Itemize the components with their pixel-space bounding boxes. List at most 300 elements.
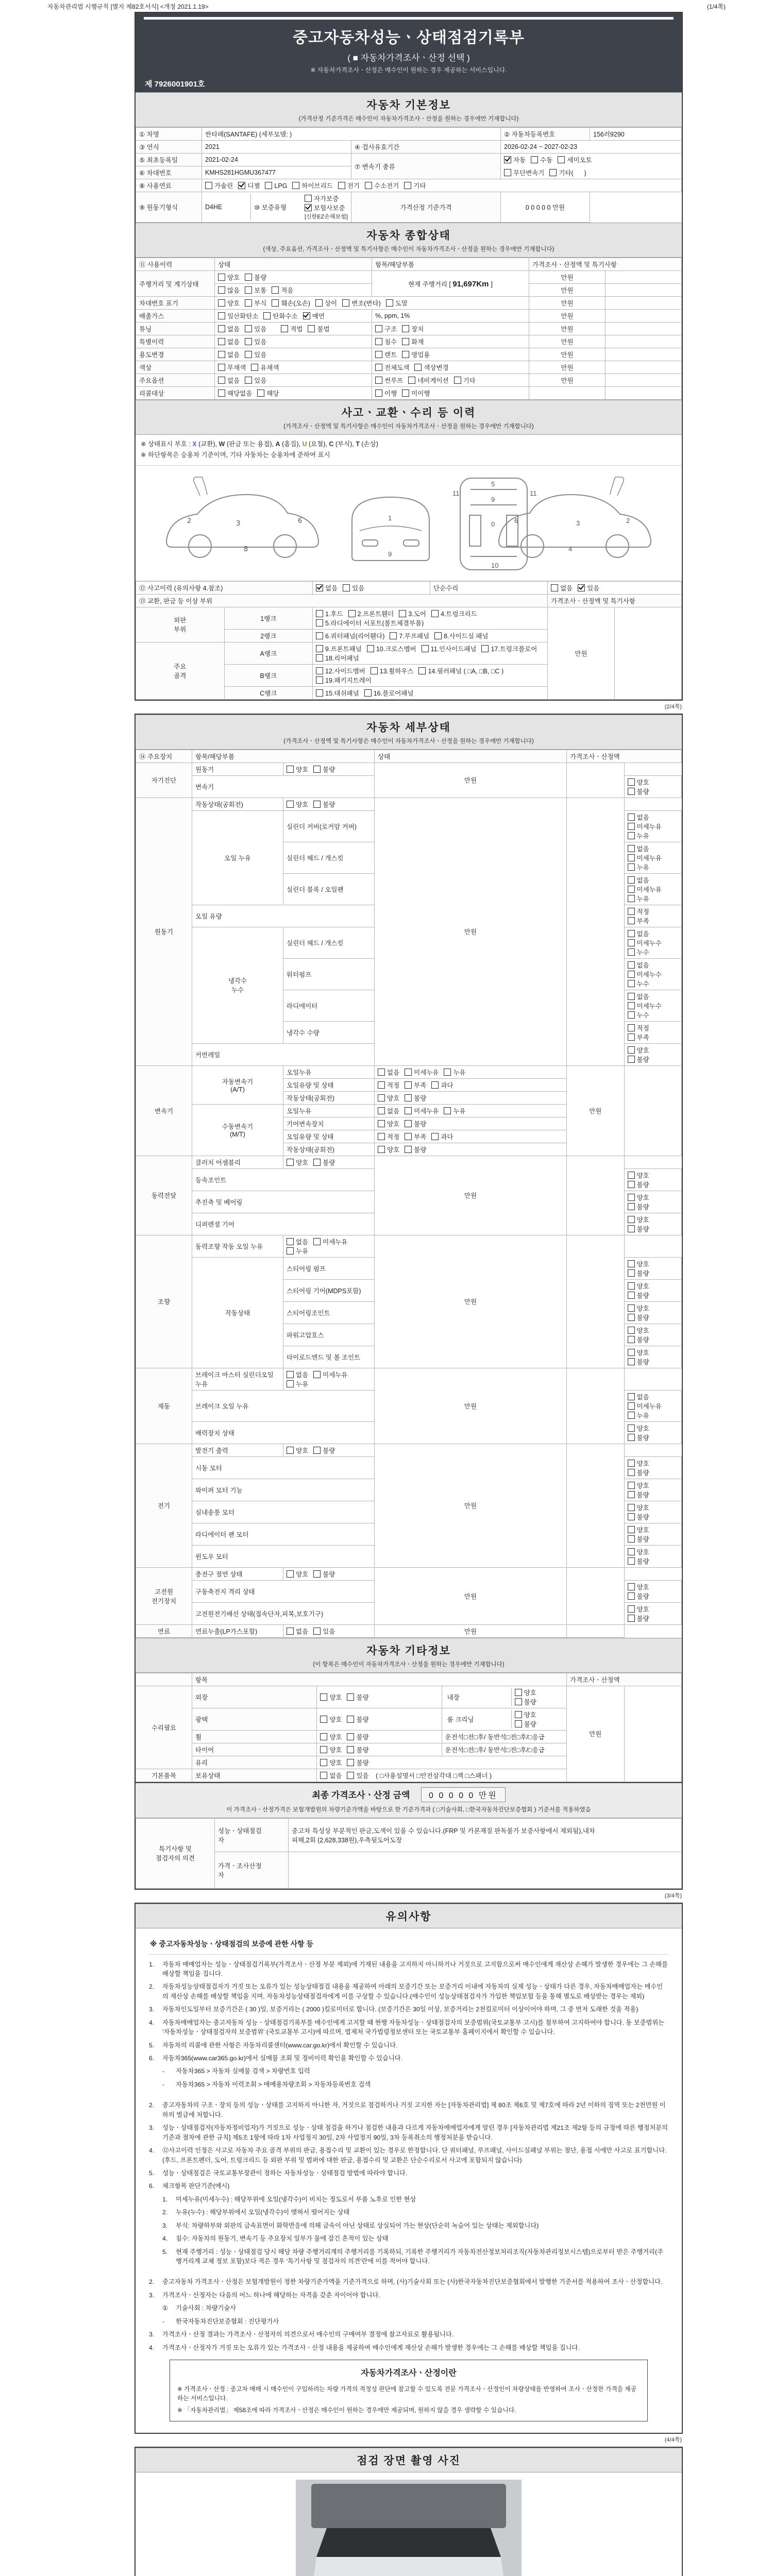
checkbox-option[interactable]: 하이브리드 [292,181,332,190]
checkbox-option[interactable]: 불량 [405,1119,426,1128]
checkbox-option[interactable]: 양호 [628,1423,649,1433]
unchecked-checkbox-icon[interactable] [628,854,635,861]
checkbox-option[interactable]: 부족 [628,916,649,925]
unchecked-checkbox-icon[interactable] [628,993,635,1000]
unchecked-checkbox-icon[interactable] [549,169,557,176]
checkbox-option[interactable]: 없음 [218,350,240,359]
unchecked-checkbox-icon[interactable] [628,1314,635,1321]
checkbox-option[interactable]: 보통 [245,285,266,295]
checkbox-option[interactable]: 없음 [628,875,649,885]
unchecked-checkbox-icon[interactable] [408,377,415,384]
checkbox-option[interactable]: 수소전기 [365,181,399,190]
unchecked-checkbox-icon[interactable] [348,610,356,617]
checkbox-option[interactable]: 없음 [218,337,240,346]
checkbox-option[interactable]: 없음 [628,992,649,1001]
checkbox-option[interactable]: 부족 [405,1080,426,1090]
unchecked-checkbox-icon[interactable] [375,377,382,384]
checkbox-option[interactable]: 없음 [218,324,240,333]
unchecked-checkbox-icon[interactable] [628,1526,635,1533]
checkbox-option[interactable]: 부족 [405,1132,426,1141]
unchecked-checkbox-icon[interactable] [628,939,635,946]
unchecked-checkbox-icon[interactable] [444,1107,451,1114]
checkbox-option[interactable]: 양호 [287,800,308,809]
unchecked-checkbox-icon[interactable] [281,325,288,332]
unchecked-checkbox-icon[interactable] [245,325,252,332]
checkbox-option[interactable]: 도말 [386,298,408,308]
checkbox-option[interactable]: 있음 [245,376,266,385]
checkbox-option[interactable]: 양호 [628,777,649,787]
checkbox-option[interactable]: 누유 [628,831,649,840]
unchecked-checkbox-icon[interactable] [320,1746,327,1753]
checkbox-option[interactable]: 불량 [347,1715,368,1724]
unchecked-checkbox-icon[interactable] [343,584,350,591]
unchecked-checkbox-icon[interactable] [313,1628,321,1635]
unchecked-checkbox-icon[interactable] [375,364,382,371]
checkbox-option[interactable]: 적정 [628,1023,649,1032]
unchecked-checkbox-icon[interactable] [628,1292,635,1299]
checkbox-option[interactable]: 없음 [287,1237,308,1246]
checkbox-option[interactable]: 적법 [281,324,303,333]
unchecked-checkbox-icon[interactable] [628,971,635,978]
unchecked-checkbox-icon[interactable] [628,1349,635,1356]
unchecked-checkbox-icon[interactable] [628,1304,635,1312]
checkbox-option[interactable]: 양호 [287,765,308,774]
unchecked-checkbox-icon[interactable] [628,1592,635,1600]
checkbox-option[interactable]: 불량 [628,1512,649,1521]
unchecked-checkbox-icon[interactable] [287,1628,294,1635]
checkbox-option[interactable]: 자가보증 [305,194,339,203]
checkbox-option[interactable]: 양호 [628,1326,649,1335]
unchecked-checkbox-icon[interactable] [320,1733,327,1740]
unchecked-checkbox-icon[interactable] [431,1081,439,1089]
checkbox-option[interactable]: 양호 [628,1281,649,1291]
checkbox-option[interactable]: 불량 [347,1745,368,1754]
unchecked-checkbox-icon[interactable] [628,961,635,969]
checkbox-option[interactable]: 양호 [287,1446,308,1455]
unchecked-checkbox-icon[interactable] [218,338,225,345]
checkbox-option[interactable]: 없음 [628,929,649,938]
unchecked-checkbox-icon[interactable] [628,1269,635,1277]
checkbox-option[interactable]: 12.사이드멤버 [316,666,365,675]
checkbox-option[interactable]: 양호 [287,1158,308,1167]
unchecked-checkbox-icon[interactable] [454,377,461,384]
checkbox-option[interactable]: 미세누유 [313,1370,347,1379]
unchecked-checkbox-icon[interactable] [431,610,439,617]
checkbox-option[interactable]: 있음 [578,583,599,592]
checkbox-option[interactable]: 미세누유 [628,822,662,831]
checkbox-option[interactable]: 미세누유 [405,1067,439,1077]
unchecked-checkbox-icon[interactable] [628,832,635,839]
unchecked-checkbox-icon[interactable] [287,766,294,773]
checkbox-option[interactable]: 양호 [320,1745,342,1754]
checkbox-option[interactable]: 누유 [287,1246,308,1256]
unchecked-checkbox-icon[interactable] [316,632,323,639]
unchecked-checkbox-icon[interactable] [313,1238,321,1245]
unchecked-checkbox-icon[interactable] [628,1358,635,1365]
unchecked-checkbox-icon[interactable] [313,801,321,808]
unchecked-checkbox-icon[interactable] [628,778,635,786]
unchecked-checkbox-icon[interactable] [628,1046,635,1054]
checkbox-option[interactable]: 있음 [245,337,266,346]
checkbox-option[interactable]: 불량 [313,1569,335,1579]
checked-checkbox-icon[interactable] [578,584,585,591]
checkbox-option[interactable]: 7.루프패널 [390,631,429,640]
unchecked-checkbox-icon[interactable] [628,930,635,937]
unchecked-checkbox-icon[interactable] [316,645,323,652]
unchecked-checkbox-icon[interactable] [628,1504,635,1511]
checkbox-option[interactable]: 자동 [504,155,526,164]
checkbox-option[interactable]: 적정 [378,1132,399,1141]
checkbox-option[interactable]: 렌트 [375,350,397,359]
unchecked-checkbox-icon[interactable] [628,1583,635,1590]
unchecked-checkbox-icon[interactable] [320,1693,327,1701]
checkbox-option[interactable]: 없음 [287,1370,308,1379]
checkbox-option[interactable]: 미세누수 [628,938,662,947]
unchecked-checkbox-icon[interactable] [628,1469,635,1476]
checkbox-option[interactable]: 양호 [218,273,240,282]
unchecked-checkbox-icon[interactable] [218,389,225,397]
checkbox-option[interactable]: 불량 [628,1224,649,1233]
unchecked-checkbox-icon[interactable] [628,1002,635,1009]
checkbox-option[interactable]: 양호 [515,1710,536,1719]
unchecked-checkbox-icon[interactable] [205,182,212,189]
unchecked-checkbox-icon[interactable] [378,1081,385,1089]
checkbox-option[interactable]: 양호 [628,1303,649,1313]
checkbox-option[interactable]: 세미오토 [558,155,592,164]
unchecked-checkbox-icon[interactable] [320,1772,327,1779]
checkbox-option[interactable]: 불량 [628,1614,649,1623]
checkbox-option[interactable]: 전체도색 [375,363,409,372]
unchecked-checkbox-icon[interactable] [287,1380,294,1387]
checkbox-option[interactable]: 불량 [245,273,266,282]
checked-checkbox-icon[interactable] [316,584,323,591]
checkbox-option[interactable]: 무단변속기 [504,168,544,177]
unchecked-checkbox-icon[interactable] [245,338,252,345]
unchecked-checkbox-icon[interactable] [272,286,279,294]
checkbox-option[interactable]: 양호 [320,1715,342,1724]
checkbox-option[interactable]: 2.프론트휀더 [348,609,394,618]
checkbox-option[interactable]: 부족 [628,1032,649,1042]
checkbox-option[interactable]: 양호 [320,1732,342,1741]
unchecked-checkbox-icon[interactable] [431,1133,439,1140]
unchecked-checkbox-icon[interactable] [378,1146,385,1153]
checkbox-option[interactable]: 불량 [628,1591,649,1601]
checkbox-option[interactable]: 양호 [378,1093,399,1103]
checkbox-option[interactable]: 16.플로어패널 [364,688,414,698]
checkbox-option[interactable]: 유채색 [251,363,279,372]
checkbox-option[interactable]: 양호 [628,1045,649,1055]
checkbox-option[interactable]: 보험사보증 [305,203,345,212]
unchecked-checkbox-icon[interactable] [628,814,635,821]
unchecked-checkbox-icon[interactable] [316,689,323,697]
checkbox-option[interactable]: 불법 [308,324,329,333]
unchecked-checkbox-icon[interactable] [292,182,299,189]
unchecked-checkbox-icon[interactable] [263,312,271,319]
unchecked-checkbox-icon[interactable] [245,274,252,281]
checkbox-option[interactable]: 불량 [405,1145,426,1154]
unchecked-checkbox-icon[interactable] [342,299,349,307]
unchecked-checkbox-icon[interactable] [364,689,372,697]
unchecked-checkbox-icon[interactable] [338,182,345,189]
unchecked-checkbox-icon[interactable] [316,667,323,674]
checkbox-option[interactable]: 적정 [378,1080,399,1090]
checkbox-option[interactable]: 기타 [404,181,426,190]
checkbox-option[interactable]: 없음 [628,960,649,970]
unchecked-checkbox-icon[interactable] [313,1159,321,1166]
unchecked-checkbox-icon[interactable] [316,619,323,626]
checkbox-option[interactable]: 적음 [272,285,293,295]
checkbox-option[interactable]: 해당 [257,388,279,398]
checkbox-option[interactable]: 미세누유 [628,1401,662,1411]
unchecked-checkbox-icon[interactable] [287,1371,294,1378]
checkbox-option[interactable]: 불량 [405,1093,426,1103]
checkbox-option[interactable]: 있음 [245,350,266,359]
checkbox-option[interactable]: 불량 [628,1055,649,1064]
checkbox-option[interactable]: 불량 [628,787,649,796]
checkbox-option[interactable]: 상이 [315,298,337,308]
checkbox-option[interactable]: 미세누유 [405,1106,439,1115]
unchecked-checkbox-icon[interactable] [218,312,225,319]
checkbox-option[interactable]: 누수 [628,1010,649,1020]
unchecked-checkbox-icon[interactable] [313,1570,321,1578]
checkbox-option[interactable]: 있음 [343,583,364,592]
unchecked-checkbox-icon[interactable] [308,325,315,332]
unchecked-checkbox-icon[interactable] [628,1393,635,1400]
checkbox-option[interactable]: 15.대쉬패널 [316,688,359,698]
checkbox-option[interactable]: 17.트렁크플로어 [481,644,537,653]
checkbox-option[interactable]: 기타 [454,376,476,385]
unchecked-checkbox-icon[interactable] [313,1371,321,1378]
checkbox-option[interactable]: 화재 [402,337,424,346]
unchecked-checkbox-icon[interactable] [365,182,372,189]
unchecked-checkbox-icon[interactable] [272,299,279,307]
checkbox-option[interactable]: 있음 [313,1626,335,1636]
checkbox-option[interactable]: 5.라디에이터 서포트(볼트체결부품) [316,618,424,628]
checkbox-option[interactable]: 불량 [628,1202,649,1211]
checkbox-option[interactable]: 양호 [628,1459,649,1468]
unchecked-checkbox-icon[interactable] [218,274,225,281]
checkbox-option[interactable]: 과다 [431,1080,453,1090]
unchecked-checkbox-icon[interactable] [414,364,422,371]
checkbox-option[interactable]: 기타( ) [549,168,586,177]
checkbox-option[interactable]: 적정 [628,907,649,916]
checkbox-option[interactable]: 14.필러패널 ( □A, □B, □C ) [418,666,503,675]
checkbox-option[interactable]: 썬루프 [375,376,403,385]
checkbox-option[interactable]: 10.크로스멤버 [367,644,416,653]
unchecked-checkbox-icon[interactable] [481,645,489,652]
unchecked-checkbox-icon[interactable] [628,980,635,987]
checkbox-option[interactable]: 변조(변타) [342,298,381,308]
checkbox-option[interactable]: 양호 [628,1481,649,1490]
unchecked-checkbox-icon[interactable] [628,845,635,852]
unchecked-checkbox-icon[interactable] [218,325,225,332]
unchecked-checkbox-icon[interactable] [218,377,225,384]
checkbox-option[interactable]: 있음 [245,324,266,333]
checkbox-option[interactable]: 양호 [378,1145,399,1154]
unchecked-checkbox-icon[interactable] [375,389,382,397]
checkbox-option[interactable]: 미세누수 [628,1001,662,1010]
unchecked-checkbox-icon[interactable] [628,1548,635,1555]
unchecked-checkbox-icon[interactable] [628,1194,635,1201]
checkbox-option[interactable]: 9.프론트패널 [316,644,362,653]
checkbox-option[interactable]: 누유 [628,894,649,903]
checkbox-option[interactable]: 불량 [628,1268,649,1278]
unchecked-checkbox-icon[interactable] [515,1689,522,1696]
unchecked-checkbox-icon[interactable] [378,1094,385,1101]
checkbox-option[interactable]: 양호 [628,1171,649,1180]
checkbox-option[interactable]: 누유 [628,1411,649,1420]
unchecked-checkbox-icon[interactable] [287,1238,294,1245]
unchecked-checkbox-icon[interactable] [245,377,252,384]
unchecked-checkbox-icon[interactable] [305,195,312,202]
unchecked-checkbox-icon[interactable] [347,1733,354,1740]
checkbox-option[interactable]: 미세누유 [628,853,662,862]
unchecked-checkbox-icon[interactable] [405,1107,412,1114]
unchecked-checkbox-icon[interactable] [515,1720,522,1727]
checkbox-option[interactable]: 없음 [378,1067,399,1077]
checkbox-option[interactable]: 장치 [402,324,424,333]
checkbox-option[interactable]: 색상변경 [414,363,448,372]
unchecked-checkbox-icon[interactable] [628,1434,635,1441]
checkbox-option[interactable]: 네비게이션 [408,376,448,385]
checkbox-option[interactable]: 구조 [375,324,397,333]
unchecked-checkbox-icon[interactable] [628,788,635,795]
checkbox-option[interactable]: 침수 [375,337,397,346]
unchecked-checkbox-icon[interactable] [558,156,565,163]
checkbox-option[interactable]: 있음 [347,1771,368,1780]
unchecked-checkbox-icon[interactable] [628,1615,635,1622]
checkbox-option[interactable]: 불량 [628,1313,649,1322]
unchecked-checkbox-icon[interactable] [402,325,409,332]
unchecked-checkbox-icon[interactable] [628,823,635,830]
unchecked-checkbox-icon[interactable] [405,1081,412,1089]
checkbox-option[interactable]: 불량 [313,1158,335,1167]
checked-checkbox-icon[interactable] [238,182,245,189]
checkbox-option[interactable]: 양호 [515,1688,536,1697]
unchecked-checkbox-icon[interactable] [218,299,225,307]
unchecked-checkbox-icon[interactable] [628,1225,635,1232]
unchecked-checkbox-icon[interactable] [628,908,635,915]
checkbox-option[interactable]: 양호 [218,298,240,308]
unchecked-checkbox-icon[interactable] [265,182,272,189]
checkbox-option[interactable]: 탄화수소 [263,311,297,320]
checkbox-option[interactable]: 양호 [628,1525,649,1534]
checkbox-option[interactable]: 불량 [628,1534,649,1544]
checkbox-option[interactable]: 불량 [628,1490,649,1499]
checkbox-option[interactable]: 불량 [313,765,335,774]
unchecked-checkbox-icon[interactable] [504,169,511,176]
unchecked-checkbox-icon[interactable] [287,1159,294,1166]
unchecked-checkbox-icon[interactable] [375,325,382,332]
checkbox-option[interactable]: 해당없음 [218,388,252,398]
unchecked-checkbox-icon[interactable] [405,1133,412,1140]
unchecked-checkbox-icon[interactable] [315,299,323,307]
unchecked-checkbox-icon[interactable] [378,1120,385,1127]
unchecked-checkbox-icon[interactable] [287,1570,294,1578]
checkbox-option[interactable]: 이행 [375,388,397,398]
unchecked-checkbox-icon[interactable] [375,338,382,345]
unchecked-checkbox-icon[interactable] [251,364,258,371]
unchecked-checkbox-icon[interactable] [320,1759,327,1766]
checkbox-option[interactable]: 불량 [313,800,335,809]
checkbox-option[interactable]: LPG [265,182,287,190]
unchecked-checkbox-icon[interactable] [628,886,635,893]
unchecked-checkbox-icon[interactable] [245,351,252,358]
checkbox-option[interactable]: 미이행 [402,388,430,398]
unchecked-checkbox-icon[interactable] [347,1693,354,1701]
checkbox-option[interactable]: 없음 [378,1106,399,1115]
unchecked-checkbox-icon[interactable] [405,1120,412,1127]
checkbox-option[interactable]: 양호 [628,1259,649,1268]
checkbox-option[interactable]: 전기 [338,181,360,190]
unchecked-checkbox-icon[interactable] [402,389,409,397]
unchecked-checkbox-icon[interactable] [313,1447,321,1454]
checkbox-option[interactable]: 누유 [444,1106,465,1115]
unchecked-checkbox-icon[interactable] [313,766,321,773]
unchecked-checkbox-icon[interactable] [515,1698,522,1705]
checkbox-option[interactable]: 불량 [628,1556,649,1566]
checkbox-option[interactable]: 불량 [628,1335,649,1344]
unchecked-checkbox-icon[interactable] [628,1412,635,1419]
unchecked-checkbox-icon[interactable] [628,1535,635,1543]
checkbox-option[interactable]: 미세누유 [628,885,662,894]
unchecked-checkbox-icon[interactable] [316,676,323,684]
unchecked-checkbox-icon[interactable] [287,1447,294,1454]
unchecked-checkbox-icon[interactable] [628,1181,635,1188]
unchecked-checkbox-icon[interactable] [628,1172,635,1179]
checkbox-option[interactable]: 양호 [628,1348,649,1357]
checkbox-option[interactable]: 영업용 [402,350,430,359]
unchecked-checkbox-icon[interactable] [628,1216,635,1223]
unchecked-checkbox-icon[interactable] [404,182,411,189]
unchecked-checkbox-icon[interactable] [628,1402,635,1410]
unchecked-checkbox-icon[interactable] [628,1260,635,1267]
unchecked-checkbox-icon[interactable] [628,1491,635,1498]
unchecked-checkbox-icon[interactable] [371,667,378,674]
checkbox-option[interactable]: 11.인사이드패널 [422,644,477,653]
checkbox-option[interactable]: 19.패키지트레이 [316,675,372,685]
unchecked-checkbox-icon[interactable] [628,1024,635,1031]
unchecked-checkbox-icon[interactable] [628,1336,635,1343]
unchecked-checkbox-icon[interactable] [628,1327,635,1334]
unchecked-checkbox-icon[interactable] [402,338,409,345]
checkbox-option[interactable]: 18.리어패널 [316,653,359,663]
unchecked-checkbox-icon[interactable] [218,286,225,294]
unchecked-checkbox-icon[interactable] [399,610,406,617]
checkbox-option[interactable]: 불량 [628,1433,649,1442]
unchecked-checkbox-icon[interactable] [628,1482,635,1489]
checkbox-option[interactable]: 양호 [628,1503,649,1512]
unchecked-checkbox-icon[interactable] [347,1746,354,1753]
unchecked-checkbox-icon[interactable] [347,1759,354,1766]
unchecked-checkbox-icon[interactable] [316,610,323,617]
unchecked-checkbox-icon[interactable] [378,1133,385,1140]
checkbox-option[interactable]: 13.휠하우스 [371,666,414,675]
unchecked-checkbox-icon[interactable] [628,948,635,956]
checkbox-option[interactable]: 8.사이드실 패널 [434,631,488,640]
unchecked-checkbox-icon[interactable] [628,876,635,884]
unchecked-checkbox-icon[interactable] [628,1011,635,1019]
checkbox-option[interactable]: 없음 [628,1392,649,1401]
unchecked-checkbox-icon[interactable] [347,1716,354,1723]
unchecked-checkbox-icon[interactable] [444,1069,451,1076]
checkbox-option[interactable]: 일산화탄소 [218,311,258,320]
unchecked-checkbox-icon[interactable] [628,1033,635,1041]
unchecked-checkbox-icon[interactable] [245,286,252,294]
checkbox-option[interactable]: 가솔린 [205,181,233,190]
checkbox-option[interactable]: 불량 [628,1468,649,1477]
unchecked-checkbox-icon[interactable] [531,156,538,163]
